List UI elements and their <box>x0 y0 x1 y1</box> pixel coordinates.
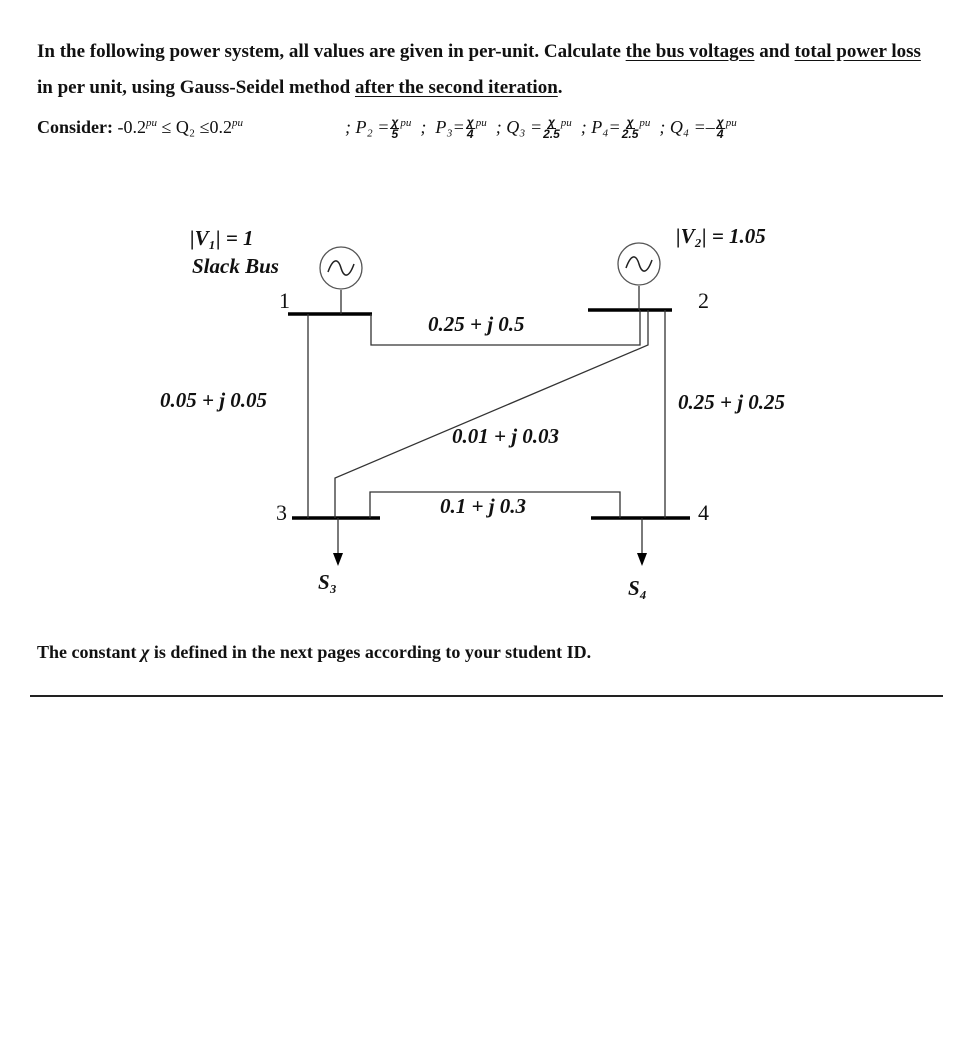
impedance-1-3: 0.05 + j 0.05 <box>160 388 268 412</box>
bus-3-number: 3 <box>276 500 287 525</box>
s4-label: S₄ <box>628 576 648 600</box>
q3-label: Q₃ = <box>506 117 543 137</box>
separator: ; <box>495 117 502 137</box>
problem-text: and <box>754 41 795 62</box>
p4-numerator: χ <box>626 115 634 130</box>
separator: ; <box>420 117 427 137</box>
load-4-arrowhead <box>637 553 647 566</box>
pu-unit: pu <box>400 117 412 129</box>
slack-bus-label: Slack Bus <box>192 254 279 278</box>
generator-1-icon <box>320 247 362 289</box>
note-text: is defined in the next pages according to your student ID. <box>149 642 592 662</box>
section-divider <box>30 695 943 697</box>
q4-denominator: 4 <box>716 127 724 142</box>
problem-text: . <box>557 77 563 98</box>
impedance-3-4: 0.1 + j 0.3 <box>440 494 527 518</box>
q4-numerator: χ <box>716 115 724 130</box>
impedance-2-3: 0.01 + j 0.03 <box>452 424 560 448</box>
v1-label: |V₁| = 1 <box>190 226 254 250</box>
p2-numerator: χ <box>391 115 399 130</box>
pu-unit: pu <box>475 117 487 129</box>
consider-label: Consider: <box>37 117 113 137</box>
note-text: The constant <box>37 642 142 662</box>
chi-symbol: χ <box>141 642 150 662</box>
p3-denominator: 4 <box>466 127 474 142</box>
separator: ; <box>580 117 587 137</box>
pu-unit: pu <box>560 117 572 129</box>
bus-4-number: 4 <box>698 500 709 525</box>
separator: ; <box>659 117 666 137</box>
constant-note <box>37 640 591 664</box>
q3-numerator: χ <box>547 115 555 130</box>
problem-text: in per unit, using Gauss-Seidel method <box>37 77 355 98</box>
p2-label: P₂ = <box>355 117 390 137</box>
impedance-2-4: 0.25 + j 0.25 <box>678 390 786 414</box>
q2-low: -0.2 <box>117 117 146 137</box>
underlined-bus-voltages: the bus voltages <box>625 41 755 62</box>
q3-denominator: 2.5 <box>543 127 560 142</box>
bus-2-number: 2 <box>698 288 709 313</box>
line-2-3 <box>335 310 648 518</box>
p3-numerator: χ <box>466 115 474 130</box>
pu-unit: pu <box>146 117 157 129</box>
p3-label: P₃= <box>435 117 465 137</box>
q4-label: Q₄ =– <box>669 117 715 137</box>
impedance-1-2: 0.25 + j 0.5 <box>428 312 525 336</box>
v2-label: |V₂| = 1.05 <box>676 224 766 248</box>
problem-text: In the following power system, all values are given in per-unit. Calculate <box>37 41 626 62</box>
load-3-arrowhead <box>333 553 343 566</box>
q2-expr: ≤ Q₂ ≤0.2 <box>161 117 233 137</box>
bus-1-number: 1 <box>279 288 290 313</box>
pu-unit: pu <box>725 117 737 129</box>
p2-denominator: 5 <box>391 127 399 142</box>
p4-label: P₄= <box>591 117 621 137</box>
pu-unit: pu <box>232 117 244 129</box>
s3-label: S₃ <box>318 570 338 594</box>
p4-denominator: 2.5 <box>621 127 639 142</box>
pu-unit: pu <box>639 117 651 129</box>
underlined-total-power-loss: total power loss <box>794 41 921 62</box>
generator-2-icon <box>618 243 660 285</box>
underlined-second-iteration: after the second iteration <box>354 77 558 98</box>
separator: ; <box>345 117 351 137</box>
